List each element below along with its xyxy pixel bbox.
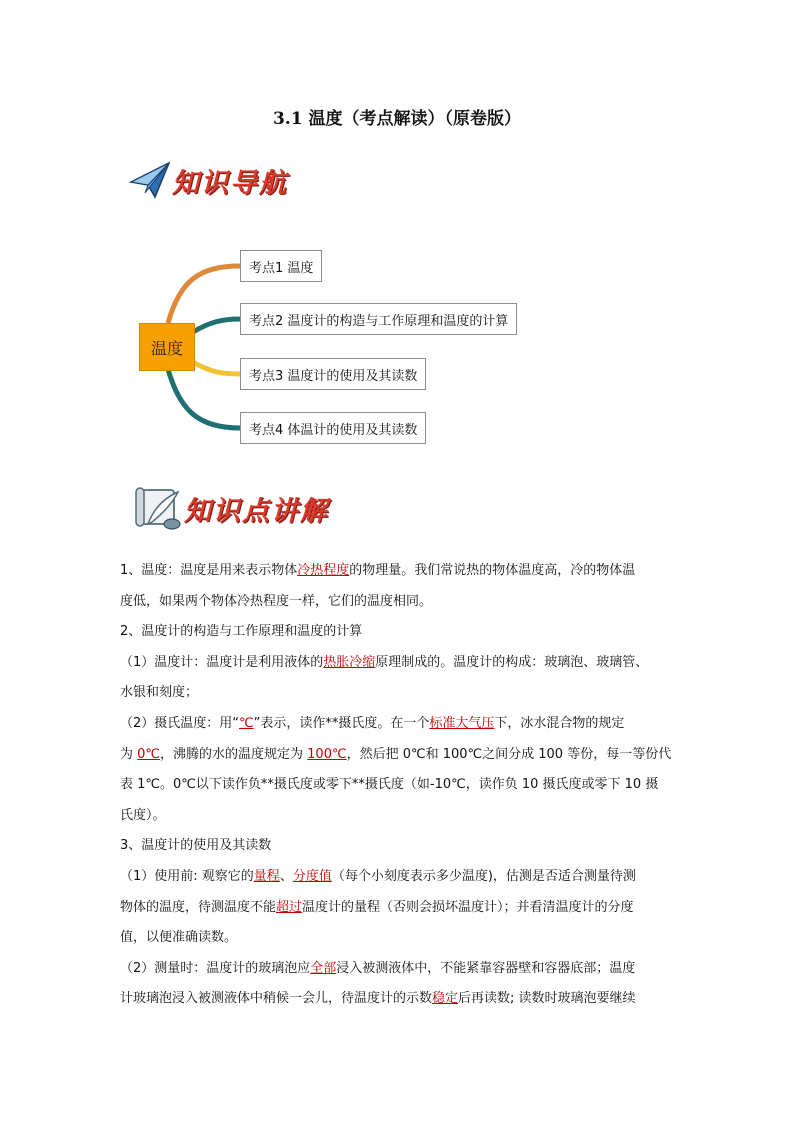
key-term: 分度值 xyxy=(292,868,332,884)
text: （2）摄氏温度：用“ xyxy=(120,715,240,731)
text: ”表示，读作**摄氏度。在一个 xyxy=(253,715,430,731)
paragraph-temperature-definition xyxy=(120,556,680,617)
text: 原理制成的。温度计的构成：玻璃泡、玻璃管、 xyxy=(375,654,649,670)
mindmap-center-node: 温度 xyxy=(139,323,195,371)
mindmap-branch-2: 考点2 温度计的构造与工作原理和温度的计算 xyxy=(240,303,517,335)
text: 氏度）。 xyxy=(120,807,166,823)
knowledge-explanation-banner xyxy=(132,484,329,532)
text: 水银和刻度； xyxy=(120,685,199,701)
page-title: 3.1 温度（考点解读）（原卷版） xyxy=(273,109,521,129)
key-term: 全部 xyxy=(310,960,337,976)
text: 、 xyxy=(279,868,293,884)
mindmap-connectors xyxy=(0,0,794,460)
key-term: 稳定 xyxy=(432,991,459,1007)
text: 度低，如果两个物体冷热程度一样，它们的温度相同。 xyxy=(120,593,433,609)
text: 下，冰水混合物的规定 xyxy=(494,715,625,731)
paper-plane-icon xyxy=(128,160,172,200)
text: 浸入被测液体中，不能紧靠容器壁和容器底部；温度 xyxy=(336,960,636,976)
text: 表 1℃。0℃以下读作负**摄氏度或零下**摄氏度（如-10℃，读作负 10 摄氏度或零下 10 摄 xyxy=(120,777,659,793)
paragraph-thermometer xyxy=(120,648,680,709)
connector-branch-2 xyxy=(193,319,240,332)
connector-branch-3 xyxy=(193,362,240,374)
key-term: 0℃ xyxy=(137,746,161,762)
text: （每个小刻度表示多少温度)，估测是否适合测量待测 xyxy=(331,868,636,884)
text: 物体的温度，待测温度不能 xyxy=(120,899,277,915)
paragraph-during-measurement xyxy=(120,954,680,1015)
text: 的物理量。我们常说热的物体温度高，冷的物体温 xyxy=(349,563,636,578)
text: 计玻璃泡浸入被测液体中稍候一会儿，待温度计的示数 xyxy=(120,991,433,1007)
key-term: ℃ xyxy=(239,715,254,731)
section-heading-3: 3、温度计的使用及其读数 xyxy=(120,838,272,854)
section-heading-2: 2、温度计的构造与工作原理和温度的计算 xyxy=(120,624,363,640)
key-term: 热胀冷缩 xyxy=(323,654,376,670)
text: 为 xyxy=(120,746,138,762)
knowledge-explanation-heading: 知识点讲解 xyxy=(184,495,329,527)
text: （1）使用前: 观察它的 xyxy=(120,868,254,884)
key-term: 量程 xyxy=(253,868,280,884)
key-term: 100℃ xyxy=(307,746,347,762)
knowledge-navigation-heading: 知识导航 xyxy=(172,167,288,199)
text: 值，以便准确读数。 xyxy=(120,930,238,946)
scroll-quill-icon xyxy=(132,484,184,532)
text: （1）温度计：温度计是利用液体的 xyxy=(120,654,324,670)
key-term: 超过 xyxy=(276,899,303,915)
mindmap-branch-1: 考点1 温度 xyxy=(240,250,322,282)
lesson-content xyxy=(120,556,680,1015)
text: 后再读数; 读数时玻璃泡要继续 xyxy=(458,991,636,1007)
mindmap-branch-3: 考点3 温度计的使用及其读数 xyxy=(240,358,426,390)
key-term: 冷热程度 xyxy=(297,563,350,578)
text: 1、温度：温度是用来表示物体 xyxy=(120,563,298,578)
knowledge-navigation-banner xyxy=(128,160,288,200)
key-term: 标准大气压 xyxy=(429,715,495,731)
text: ，然后把 0℃和 100℃之间分成 100 等份，每一等份代 xyxy=(346,746,672,762)
connector-branch-4 xyxy=(168,369,240,428)
paragraph-celsius xyxy=(120,709,680,831)
text: ，沸腾的水的温度规定为 xyxy=(160,746,308,762)
mindmap-branch-4: 考点4 体温计的使用及其读数 xyxy=(240,412,426,444)
paragraph-before-use xyxy=(120,862,680,954)
text: （2）测量时：温度计的玻璃泡应 xyxy=(120,960,311,976)
text: 温度计的量程（否则会损坏温度计）；并看清温度计的分度 xyxy=(302,899,634,915)
connector-branch-1 xyxy=(168,266,240,323)
